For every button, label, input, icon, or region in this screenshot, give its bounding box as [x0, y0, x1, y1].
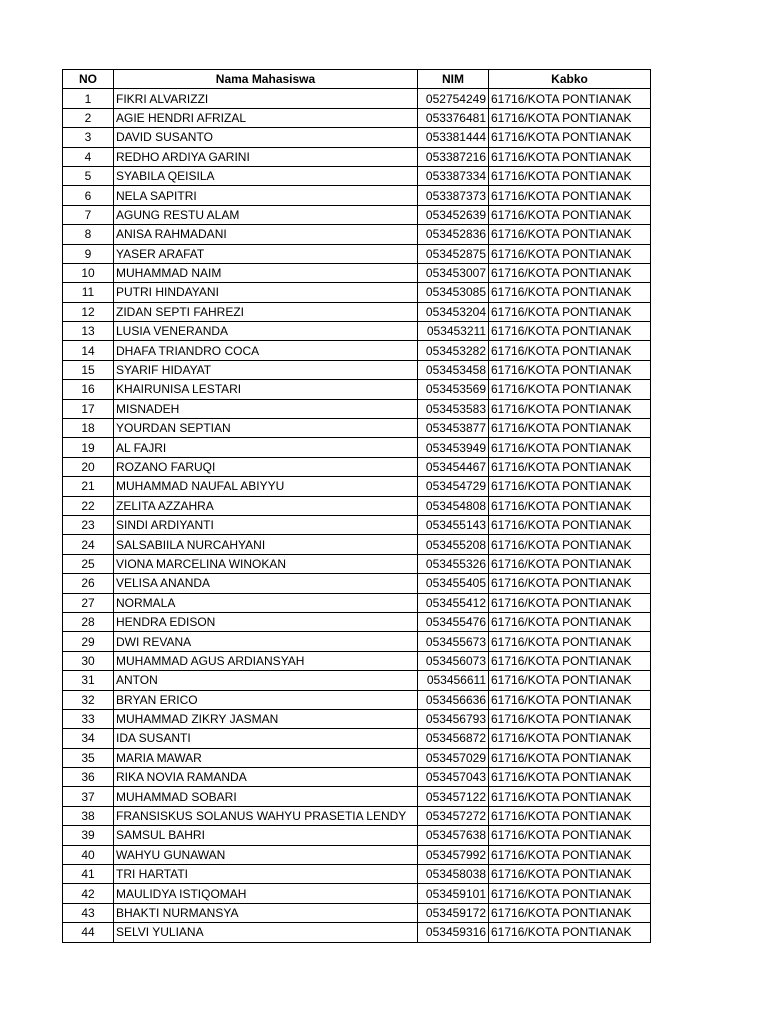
- cell-nim: 053387334: [418, 166, 489, 185]
- cell-kabko: 61716/KOTA PONTIANAK: [489, 845, 651, 864]
- cell-nim: 053452836: [418, 225, 489, 244]
- cell-no: 36: [63, 768, 114, 787]
- cell-kabko: 61716/KOTA PONTIANAK: [489, 535, 651, 554]
- table-row: [63, 554, 651, 573]
- cell-nama-mahasiswa: DAVID SUSANTO: [114, 128, 418, 147]
- cell-no: 39: [63, 826, 114, 845]
- cell-nim: 053453085: [418, 283, 489, 302]
- cell-no: 23: [63, 515, 114, 534]
- cell-kabko: 61716/KOTA PONTIANAK: [489, 496, 651, 515]
- cell-no: 3: [63, 128, 114, 147]
- table-row: [63, 826, 651, 845]
- header-no: NO: [63, 70, 114, 89]
- cell-nim: 053453569: [418, 380, 489, 399]
- cell-nim: 053453211: [418, 322, 489, 341]
- table-row: [63, 612, 651, 631]
- cell-kabko: 61716/KOTA PONTIANAK: [489, 360, 651, 379]
- cell-no: 30: [63, 651, 114, 670]
- cell-no: 43: [63, 903, 114, 922]
- cell-no: 26: [63, 574, 114, 593]
- cell-nama-mahasiswa: DWI REVANA: [114, 632, 418, 651]
- cell-nama-mahasiswa: AL FAJRI: [114, 438, 418, 457]
- table-row: [63, 806, 651, 825]
- table-row: [63, 186, 651, 205]
- cell-nim: 053455412: [418, 593, 489, 612]
- table-row: [63, 865, 651, 884]
- table-row: [63, 419, 651, 438]
- cell-nama-mahasiswa: MAULIDYA ISTIQOMAH: [114, 884, 418, 903]
- cell-nama-mahasiswa: ZELITA AZZAHRA: [114, 496, 418, 515]
- cell-no: 41: [63, 865, 114, 884]
- cell-no: 38: [63, 806, 114, 825]
- table-row: [63, 535, 651, 554]
- cell-kabko: 61716/KOTA PONTIANAK: [489, 89, 651, 108]
- cell-no: 16: [63, 380, 114, 399]
- cell-kabko: 61716/KOTA PONTIANAK: [489, 690, 651, 709]
- cell-kabko: 61716/KOTA PONTIANAK: [489, 709, 651, 728]
- cell-kabko: 61716/KOTA PONTIANAK: [489, 457, 651, 476]
- cell-kabko: 61716/KOTA PONTIANAK: [489, 515, 651, 534]
- cell-kabko: 61716/KOTA PONTIANAK: [489, 806, 651, 825]
- cell-no: 42: [63, 884, 114, 903]
- cell-nim: 053454729: [418, 477, 489, 496]
- table-row: [63, 457, 651, 476]
- table-row: [63, 632, 651, 651]
- cell-nama-mahasiswa: AGIE HENDRI AFRIZAL: [114, 108, 418, 127]
- table-row: [63, 593, 651, 612]
- cell-nama-mahasiswa: FRANSISKUS SOLANUS WAHYU PRASETIA LENDY: [114, 806, 418, 825]
- table-row: [63, 244, 651, 263]
- cell-nama-mahasiswa: YASER ARAFAT: [114, 244, 418, 263]
- cell-no: 9: [63, 244, 114, 263]
- table-row: [63, 903, 651, 922]
- cell-nama-mahasiswa: VIONA MARCELINA WINOKAN: [114, 554, 418, 573]
- cell-nama-mahasiswa: MISNADEH: [114, 399, 418, 418]
- cell-nim: 053453949: [418, 438, 489, 457]
- cell-kabko: 61716/KOTA PONTIANAK: [489, 729, 651, 748]
- cell-nim: 053459101: [418, 884, 489, 903]
- cell-no: 31: [63, 671, 114, 690]
- header-nim: NIM: [418, 70, 489, 89]
- cell-nama-mahasiswa: MARIA MAWAR: [114, 748, 418, 767]
- cell-nama-mahasiswa: MUHAMMAD SOBARI: [114, 787, 418, 806]
- header-row: [63, 70, 651, 89]
- cell-nim: 053453583: [418, 399, 489, 418]
- cell-kabko: 61716/KOTA PONTIANAK: [489, 244, 651, 263]
- table-row: [63, 690, 651, 709]
- cell-no: 15: [63, 360, 114, 379]
- cell-kabko: 61716/KOTA PONTIANAK: [489, 593, 651, 612]
- cell-kabko: 61716/KOTA PONTIANAK: [489, 651, 651, 670]
- cell-no: 5: [63, 166, 114, 185]
- cell-kabko: 61716/KOTA PONTIANAK: [489, 302, 651, 321]
- cell-nim: 053455673: [418, 632, 489, 651]
- cell-nama-mahasiswa: ZIDAN SEPTI FAHREZI: [114, 302, 418, 321]
- cell-nim: 053454808: [418, 496, 489, 515]
- cell-no: 4: [63, 147, 114, 166]
- cell-nama-mahasiswa: RIKA NOVIA RAMANDA: [114, 768, 418, 787]
- cell-no: 32: [63, 690, 114, 709]
- cell-nim: 053454467: [418, 457, 489, 476]
- cell-kabko: 61716/KOTA PONTIANAK: [489, 225, 651, 244]
- table-row: [63, 302, 651, 321]
- table-row: [63, 671, 651, 690]
- cell-nim: 053457122: [418, 787, 489, 806]
- cell-no: 14: [63, 341, 114, 360]
- cell-kabko: 61716/KOTA PONTIANAK: [489, 826, 651, 845]
- cell-nim: 053387373: [418, 186, 489, 205]
- table-body: [63, 89, 651, 942]
- cell-kabko: 61716/KOTA PONTIANAK: [489, 108, 651, 127]
- cell-kabko: 61716/KOTA PONTIANAK: [489, 128, 651, 147]
- cell-kabko: 61716/KOTA PONTIANAK: [489, 632, 651, 651]
- cell-nama-mahasiswa: IDA SUSANTI: [114, 729, 418, 748]
- table-row: [63, 166, 651, 185]
- cell-nama-mahasiswa: NORMALA: [114, 593, 418, 612]
- cell-no: 11: [63, 283, 114, 302]
- cell-nim: 053452639: [418, 205, 489, 224]
- cell-no: 27: [63, 593, 114, 612]
- cell-nama-mahasiswa: BHAKTI NURMANSYA: [114, 903, 418, 922]
- cell-no: 44: [63, 923, 114, 942]
- cell-nim: 053457638: [418, 826, 489, 845]
- cell-nama-mahasiswa: SINDI ARDIYANTI: [114, 515, 418, 534]
- cell-nama-mahasiswa: SELVI YULIANA: [114, 923, 418, 942]
- cell-kabko: 61716/KOTA PONTIANAK: [489, 923, 651, 942]
- cell-nim: 053376481: [418, 108, 489, 127]
- cell-no: 29: [63, 632, 114, 651]
- cell-nim: 053455476: [418, 612, 489, 631]
- cell-nama-mahasiswa: KHAIRUNISA LESTARI: [114, 380, 418, 399]
- cell-kabko: 61716/KOTA PONTIANAK: [489, 205, 651, 224]
- cell-kabko: 61716/KOTA PONTIANAK: [489, 865, 651, 884]
- cell-nim: 053452875: [418, 244, 489, 263]
- cell-nim: 053457043: [418, 768, 489, 787]
- cell-nim: 053455405: [418, 574, 489, 593]
- cell-no: 19: [63, 438, 114, 457]
- cell-nama-mahasiswa: DHAFA TRIANDRO COCA: [114, 341, 418, 360]
- cell-nim: 053453282: [418, 341, 489, 360]
- cell-nim: 053455208: [418, 535, 489, 554]
- cell-nim: 053453204: [418, 302, 489, 321]
- cell-kabko: 61716/KOTA PONTIANAK: [489, 399, 651, 418]
- cell-nim: 053457272: [418, 806, 489, 825]
- table-row: [63, 729, 651, 748]
- cell-nim: 053387216: [418, 147, 489, 166]
- cell-kabko: 61716/KOTA PONTIANAK: [489, 419, 651, 438]
- table-row: [63, 515, 651, 534]
- cell-no: 18: [63, 419, 114, 438]
- cell-nim: 053456793: [418, 709, 489, 728]
- cell-no: 13: [63, 322, 114, 341]
- table-row: [63, 845, 651, 864]
- header-kabko: Kabko: [489, 70, 651, 89]
- cell-kabko: 61716/KOTA PONTIANAK: [489, 166, 651, 185]
- cell-no: 17: [63, 399, 114, 418]
- cell-nim: 053455143: [418, 515, 489, 534]
- table-row: [63, 748, 651, 767]
- table-row: [63, 205, 651, 224]
- cell-nim: 053456611: [418, 671, 489, 690]
- cell-kabko: 61716/KOTA PONTIANAK: [489, 574, 651, 593]
- cell-nim: 053459316: [418, 923, 489, 942]
- cell-nama-mahasiswa: ROZANO FARUQI: [114, 457, 418, 476]
- cell-kabko: 61716/KOTA PONTIANAK: [489, 477, 651, 496]
- cell-kabko: 61716/KOTA PONTIANAK: [489, 787, 651, 806]
- cell-nim: 053456073: [418, 651, 489, 670]
- cell-nim: 053453007: [418, 263, 489, 282]
- cell-nama-mahasiswa: MUHAMMAD NAUFAL ABIYYU: [114, 477, 418, 496]
- cell-nama-mahasiswa: YOURDAN SEPTIAN: [114, 419, 418, 438]
- table-row: [63, 651, 651, 670]
- cell-kabko: 61716/KOTA PONTIANAK: [489, 322, 651, 341]
- cell-kabko: 61716/KOTA PONTIANAK: [489, 341, 651, 360]
- cell-nim: 053455326: [418, 554, 489, 573]
- cell-nim: 053458038: [418, 865, 489, 884]
- cell-nim: 052754249: [418, 89, 489, 108]
- cell-no: 2: [63, 108, 114, 127]
- cell-no: 8: [63, 225, 114, 244]
- cell-nama-mahasiswa: BRYAN ERICO: [114, 690, 418, 709]
- cell-no: 28: [63, 612, 114, 631]
- cell-no: 35: [63, 748, 114, 767]
- cell-no: 7: [63, 205, 114, 224]
- cell-no: 33: [63, 709, 114, 728]
- cell-nama-mahasiswa: ANISA RAHMADANI: [114, 225, 418, 244]
- cell-kabko: 61716/KOTA PONTIANAK: [489, 147, 651, 166]
- cell-no: 1: [63, 89, 114, 108]
- table-row: [63, 574, 651, 593]
- cell-nim: 053457992: [418, 845, 489, 864]
- table-row: [63, 341, 651, 360]
- table-row: [63, 709, 651, 728]
- cell-nim: 053459172: [418, 903, 489, 922]
- cell-kabko: 61716/KOTA PONTIANAK: [489, 186, 651, 205]
- cell-nama-mahasiswa: VELISA ANANDA: [114, 574, 418, 593]
- cell-no: 40: [63, 845, 114, 864]
- cell-no: 24: [63, 535, 114, 554]
- cell-no: 20: [63, 457, 114, 476]
- cell-kabko: 61716/KOTA PONTIANAK: [489, 768, 651, 787]
- cell-kabko: 61716/KOTA PONTIANAK: [489, 612, 651, 631]
- table-row: [63, 787, 651, 806]
- cell-nim: 053381444: [418, 128, 489, 147]
- table-row: [63, 923, 651, 942]
- table-row: [63, 128, 651, 147]
- header-nama-mahasiswa: Nama Mahasiswa: [114, 70, 418, 89]
- cell-nama-mahasiswa: NELA SAPITRI: [114, 186, 418, 205]
- cell-nama-mahasiswa: HENDRA EDISON: [114, 612, 418, 631]
- cell-nim: 053453877: [418, 419, 489, 438]
- table-row: [63, 399, 651, 418]
- cell-nama-mahasiswa: MUHAMMAD NAIM: [114, 263, 418, 282]
- cell-nama-mahasiswa: WAHYU GUNAWAN: [114, 845, 418, 864]
- cell-kabko: 61716/KOTA PONTIANAK: [489, 263, 651, 282]
- cell-no: 10: [63, 263, 114, 282]
- table-header: [63, 70, 651, 89]
- table-row: [63, 496, 651, 515]
- cell-nama-mahasiswa: FIKRI ALVARIZZI: [114, 89, 418, 108]
- cell-nim: 053453458: [418, 360, 489, 379]
- cell-kabko: 61716/KOTA PONTIANAK: [489, 884, 651, 903]
- cell-kabko: 61716/KOTA PONTIANAK: [489, 283, 651, 302]
- table-row: [63, 438, 651, 457]
- cell-nama-mahasiswa: SYABILA QEISILA: [114, 166, 418, 185]
- cell-kabko: 61716/KOTA PONTIANAK: [489, 438, 651, 457]
- table-row: [63, 322, 651, 341]
- cell-no: 22: [63, 496, 114, 515]
- table-row: [63, 768, 651, 787]
- table-row: [63, 89, 651, 108]
- cell-nama-mahasiswa: SAMSUL BAHRI: [114, 826, 418, 845]
- cell-nama-mahasiswa: REDHO ARDIYA GARINI: [114, 147, 418, 166]
- cell-nim: 053457029: [418, 748, 489, 767]
- cell-no: 12: [63, 302, 114, 321]
- cell-kabko: 61716/KOTA PONTIANAK: [489, 671, 651, 690]
- cell-kabko: 61716/KOTA PONTIANAK: [489, 380, 651, 399]
- cell-nama-mahasiswa: TRI HARTATI: [114, 865, 418, 884]
- table-row: [63, 360, 651, 379]
- table-row: [63, 283, 651, 302]
- cell-kabko: 61716/KOTA PONTIANAK: [489, 554, 651, 573]
- cell-no: 6: [63, 186, 114, 205]
- cell-nama-mahasiswa: AGUNG RESTU ALAM: [114, 205, 418, 224]
- cell-nama-mahasiswa: SYARIF HIDAYAT: [114, 360, 418, 379]
- table-row: [63, 108, 651, 127]
- cell-no: 37: [63, 787, 114, 806]
- cell-nama-mahasiswa: SALSABIILA NURCAHYANI: [114, 535, 418, 554]
- table-row: [63, 263, 651, 282]
- cell-kabko: 61716/KOTA PONTIANAK: [489, 903, 651, 922]
- cell-no: 21: [63, 477, 114, 496]
- table-row: [63, 147, 651, 166]
- table-row: [63, 477, 651, 496]
- cell-nim: 053456872: [418, 729, 489, 748]
- cell-nim: 053456636: [418, 690, 489, 709]
- cell-no: 25: [63, 554, 114, 573]
- student-table: [62, 69, 651, 943]
- cell-no: 34: [63, 729, 114, 748]
- cell-nama-mahasiswa: PUTRI HINDAYANI: [114, 283, 418, 302]
- table-row: [63, 225, 651, 244]
- cell-nama-mahasiswa: LUSIA VENERANDA: [114, 322, 418, 341]
- table-row: [63, 884, 651, 903]
- cell-nama-mahasiswa: MUHAMMAD AGUS ARDIANSYAH: [114, 651, 418, 670]
- cell-nama-mahasiswa: MUHAMMAD ZIKRY JASMAN: [114, 709, 418, 728]
- cell-nama-mahasiswa: ANTON: [114, 671, 418, 690]
- table-row: [63, 380, 651, 399]
- cell-kabko: 61716/KOTA PONTIANAK: [489, 748, 651, 767]
